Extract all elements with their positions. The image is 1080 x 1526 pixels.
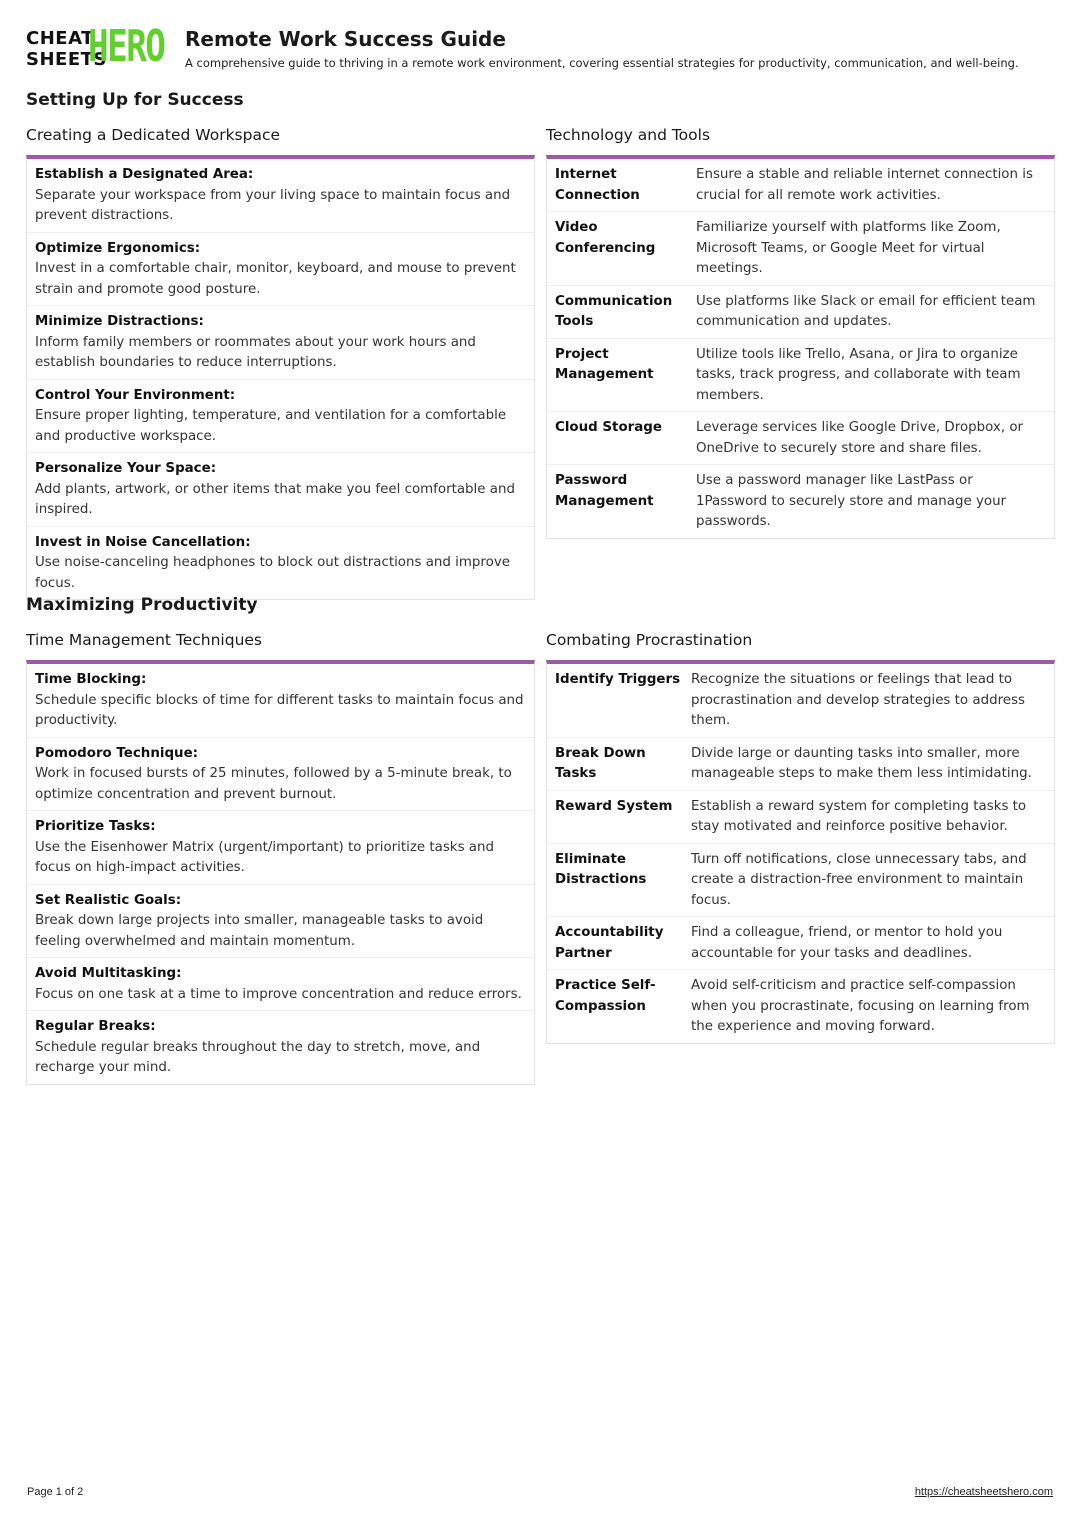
row-value: Establish a reward system for completing tasks to stay motivated and reinforce positive behavior.	[691, 798, 1027, 834]
item-text: Invest in a comfortable chair, monitor, keyboard, and mouse to prevent strain and promote good posture.	[35, 261, 516, 297]
card-title: Combating Procrastination	[546, 631, 753, 649]
item-heading: Invest in Noise Cancellation:	[35, 534, 251, 550]
item-heading: Personalize Your Space:	[35, 461, 217, 476]
item-text: Work in focused bursts of 25 minutes, followed by a 5-minute break, to optimize concentration and prevent burnout.	[35, 766, 512, 802]
table-row	[547, 664, 1054, 738]
item-heading: Optimize Ergonomics:	[35, 240, 201, 256]
page-title: Remote Work Success Guide	[185, 27, 506, 51]
list-item	[27, 306, 534, 380]
table-row	[547, 159, 1054, 212]
item-heading: Set Realistic Goals:	[35, 892, 182, 908]
row-key: Video Conferencing	[555, 220, 656, 256]
page-header	[26, 21, 1056, 76]
table-row	[547, 738, 1054, 791]
row-key: Communication Tools	[555, 293, 673, 329]
item-text: Break down large projects into smaller, manageable tasks to avoid feeling overwhelmed and maintain momentum.	[35, 913, 484, 949]
table-row	[547, 465, 1054, 538]
row-value: Recognize the situations or feelings that lead to procrastination and develop strategies to address them.	[691, 672, 1025, 728]
site-link[interactable]: https://cheatsheetshero.com	[914, 1486, 1053, 1498]
item-heading: Control Your Environment:	[35, 387, 236, 403]
item-heading: Minimize Distractions:	[35, 314, 204, 329]
list-item	[27, 233, 534, 307]
item-text: Add plants, artwork, or other items that make you feel comfortable and inspired.	[35, 481, 515, 517]
cheatsheetshero-logo[interactable]	[26, 21, 171, 72]
table-row	[547, 286, 1054, 339]
section-title: Setting Up for Success	[26, 90, 244, 110]
card-title: Creating a Dedicated Workspace	[26, 126, 281, 144]
row-key: Accountability Partner	[555, 925, 664, 961]
row-value: Utilize tools like Trello, Asana, or Jira to organize tasks, track progress, and collaborate with team members.	[696, 346, 1021, 403]
row-value: Divide large or daunting tasks into smaller, more manageable steps to make them less intimidating.	[691, 745, 1032, 781]
card-table	[546, 660, 1055, 1044]
table-row	[547, 412, 1054, 465]
row-key: Eliminate Distractions	[555, 851, 647, 887]
row-value: Find a colleague, friend, or mentor to hold you accountable for your tasks and deadlines.	[691, 925, 1003, 961]
row-key: Break Down Tasks	[555, 745, 646, 781]
table-row	[547, 970, 1054, 1043]
row-key: Identify Triggers	[555, 672, 681, 687]
page-number: Page 1 of 2	[27, 1486, 84, 1498]
row-key: Reward System	[555, 798, 673, 814]
card-list	[26, 660, 535, 1085]
page-subtitle: A comprehensive guide to thriving in a remote work environment, covering essential strategies for productivity, communication, and well-being.	[185, 56, 1019, 70]
card-table	[546, 155, 1055, 539]
logo-line-2: SHEETS	[26, 49, 107, 70]
card-list	[26, 155, 535, 600]
list-item	[27, 811, 534, 885]
row-key: Password Management	[555, 473, 654, 509]
item-heading: Pomodoro Technique:	[35, 745, 199, 761]
list-item	[27, 159, 534, 233]
list-item	[27, 1011, 534, 1084]
row-value: Familiarize yourself with platforms like Zoom, Microsoft Teams, or Google Meet for virtual meetings.	[696, 220, 1001, 276]
table-row	[547, 917, 1054, 970]
list-item	[27, 527, 534, 600]
row-key: Practice Self-Compassion	[555, 978, 656, 1014]
item-heading: Avoid Multitasking:	[35, 966, 182, 981]
item-text: Use the Eisenhower Matrix (urgent/important) to prioritize tasks and focus on high-impact activities.	[35, 839, 494, 875]
list-item	[27, 664, 534, 738]
row-value: Avoid self-criticism and practice self-compassion when you procrastinate, focusing on learning from the experience and moving forward.	[691, 978, 1030, 1034]
item-heading: Establish a Designated Area:	[35, 167, 254, 182]
row-value: Use platforms like Slack or email for efficient team communication and updates.	[696, 293, 1036, 329]
logo-hero: HERO	[88, 21, 165, 72]
row-value: Ensure a stable and reliable internet connection is crucial for all remote work activities.	[696, 167, 1033, 203]
item-heading: Prioritize Tasks:	[35, 819, 156, 834]
list-item	[27, 885, 534, 959]
table-row	[547, 339, 1054, 413]
item-text: Schedule specific blocks of time for different tasks to maintain focus and productivity.	[35, 692, 524, 728]
row-key: Cloud Storage	[555, 420, 662, 435]
list-item	[27, 453, 534, 527]
section-title: Maximizing Productivity	[26, 595, 258, 615]
card-title: Technology and Tools	[546, 126, 711, 144]
row-value: Turn off notifications, close unnecessary tabs, and create a distraction-free environment to maintain focus.	[691, 851, 1027, 908]
item-text: Focus on one task at a time to improve concentration and reduce errors.	[35, 986, 522, 1002]
item-text: Inform family members or roommates about your work hours and establish boundaries to reduce interruptions.	[35, 334, 476, 370]
table-row	[547, 212, 1054, 286]
card-title: Time Management Techniques	[26, 631, 263, 649]
row-key: Project Management	[555, 346, 654, 382]
item-text: Schedule regular breaks throughout the day to stretch, move, and recharge your mind.	[35, 1039, 481, 1075]
row-value: Leverage services like Google Drive, Dropbox, or OneDrive to securely store and share files.	[696, 420, 1024, 456]
item-text: Use noise-canceling headphones to block out distractions and improve focus.	[35, 555, 510, 591]
item-text: Separate your workspace from your living space to maintain focus and prevent distractions.	[35, 187, 511, 223]
row-value: Use a password manager like LastPass or 1Password to securely store and manage your passwords.	[696, 473, 1007, 529]
table-row	[547, 844, 1054, 918]
list-item	[27, 380, 534, 454]
list-item	[27, 958, 534, 1011]
item-heading: Time Blocking:	[35, 672, 147, 687]
item-heading: Regular Breaks:	[35, 1019, 156, 1034]
list-item	[27, 738, 534, 812]
row-key: Internet Connection	[555, 167, 640, 203]
logo-line-1: CHEAT	[26, 28, 94, 49]
item-text: Ensure proper lighting, temperature, and ventilation for a comfortable and productive workspace.	[35, 408, 507, 444]
table-row	[547, 791, 1054, 844]
